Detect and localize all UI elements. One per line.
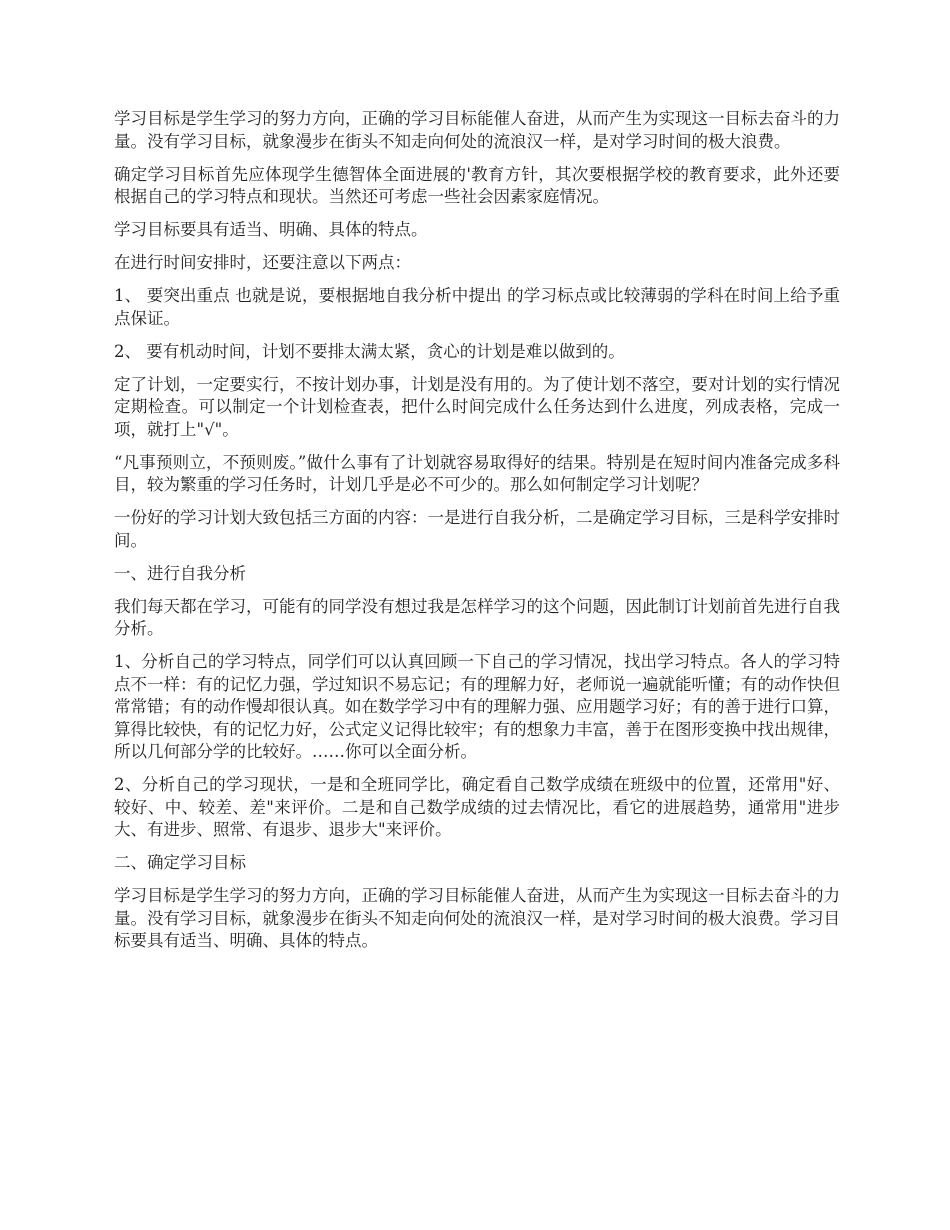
- paragraph-plan-contents: 一份好的学习计划大致包括三方面的内容：一是进行自我分析，二是确定学习目标，三是科学安排时间。: [114, 508, 840, 550]
- paragraph-proverb: “凡事预则立，不预则废。”做什么事有了计划就容易取得好的结果。特别是在短时间内准备完成多科目，较为繁重的学习任务时，计划几乎是必不可少的。那么如何制定学习计划呢？: [114, 452, 840, 494]
- section-heading-set-goals: 二、确定学习目标: [114, 853, 246, 872]
- paragraph-point-1: 1、 要突出重点 也就是说，要根据地自我分析中提出 的学习标点或比较薄弱的学科在时间上给予重点保证。: [114, 286, 840, 328]
- paragraph-goal-summary: 学习目标是学生学习的努力方向，正确的学习目标能催人奋进，从而产生为实现这一目标去奋斗的力量。没有学习目标，就象漫步在街头不知走向何处的流浪汉一样，是对学习时间的极大浪费。学习目标要具有适当、明确、具体的特点。: [114, 886, 840, 950]
- paragraph-goal-intro: 学习目标是学生学习的努力方向，正确的学习目标能催人奋进，从而产生为实现这一目标去奋斗的力量。没有学习目标，就象漫步在街头不知走向何处的流浪汉一样，是对学习时间的极大浪费。: [114, 109, 840, 151]
- section-heading-self-analysis: 一、进行自我分析: [114, 563, 246, 583]
- paragraph-point-2: 2、 要有机动时间，计划不要排太满太紧，贪心的计划是难以做到的。: [114, 341, 625, 361]
- paragraph-goal-traits: 学习目标要具有适当、明确、具体的特点。: [114, 220, 428, 239]
- paragraph-goal-basis: 确定学习目标首先应体现学生德智体全面进展的'教育方针，其次要根据学校的教育要求，此外还要根据自己的学习特点和现状。当然还可考虑一些社会因素家庭情况。: [114, 164, 840, 206]
- paragraph-analysis-traits: 1、分析自己的学习特点，同学们可以认真回顾一下自己的学习情况，找出学习特点。各人的学习特点不一样：有的记忆力强，学过知识不易忘记；有的理解力好，老师说一遍就能听懂；有的动作快但常常错；有的动作慢却很认真。如在数学学习中有的理解力强、应用题学习好；有的善于进行口算，算得比较快，有的记忆力好，公式定义记得比较牢；有的想象力丰富，善于在图形变换中找出规律，所以几何部分学的比较好。……你可以全面分析。: [114, 652, 840, 761]
- document-page: [114, 108, 840, 963]
- paragraph-self-analysis-intro: 我们每天都在学习，可能有的同学没有想过我是怎样学习的这个问题，因此制订计划前首先进行自我分析。: [114, 596, 840, 638]
- paragraph-execute-plan: 定了计划，一定要实行，不按计划办事，计划是没有用的。为了使计划不落空，要对计划的实行情况定期检查。可以制定一个计划检查表，把什么时间完成什么任务达到什么进度，列成表格，完成一项，就打上"√"。: [114, 374, 840, 439]
- paragraph-time-notes: 在进行时间安排时，还要注意以下两点：: [114, 253, 411, 272]
- paragraph-analysis-status: 2、分析自己的学习现状，一是和全班同学比，确定看自己数学成绩在班级中的位置，还常用"好、较好、中、较差、差"来评价。二是和自己数学成绩的过去情况比，看它的进展趋势，通常用"进步大、有进步、照常、有退步、退步大"来评价。: [114, 775, 840, 839]
